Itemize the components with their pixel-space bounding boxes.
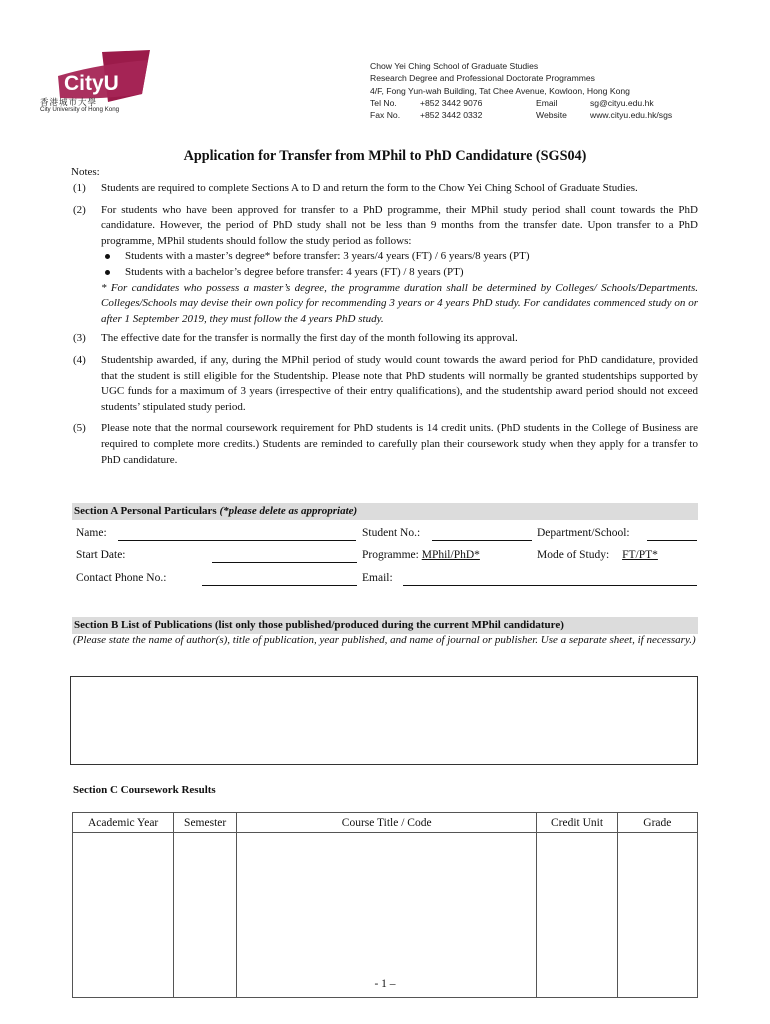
col-course-title: Course Title / Code [236, 813, 536, 833]
mode-of-study-label [537, 549, 658, 561]
col-semester: Semester [174, 813, 237, 833]
tel-email-row [370, 97, 672, 109]
section-a-note: (*please delete as appropriate) [219, 505, 358, 517]
note-number: (4) [73, 353, 86, 366]
student-no-label: Student No.: [362, 527, 421, 539]
logo-wordmark: CityU [64, 72, 119, 95]
note-text: For students who have been approved for transfer to a PhD programme, their MPhil study period shall count towards the PhD candidature. However, the period of PhD study shall not be less than 9 months from the transfer date. Upon transfer to a PhD programme, MPhil students should follow the study period as follows: [101, 203, 698, 247]
programme-label-text: Programme: [362, 549, 419, 561]
note-2-bullet-1: Students with a master’s degree* before transfer: 3 years/4 years (FT) / 6 years/8 years (PT) [103, 249, 698, 265]
section-b-heading: Section B List of Publications (list only those published/produced during the current MPhil candidature) [72, 617, 698, 634]
programme-options[interactable]: MPhil/PhD* [421, 549, 480, 561]
course-title-cell[interactable] [236, 833, 536, 998]
mode-label-text: Mode of Study: [537, 549, 610, 561]
credit-unit-cell[interactable] [537, 833, 617, 998]
note-number: (1) [73, 182, 86, 194]
note-3 [73, 331, 698, 347]
col-credit-unit: Credit Unit [537, 813, 617, 833]
note-5 [73, 421, 698, 468]
name-field[interactable] [118, 540, 356, 541]
student-no-field[interactable] [432, 540, 532, 541]
email-field[interactable] [403, 585, 697, 586]
logo-chinese-text: 香港城市大學 [40, 98, 98, 108]
semester-cell[interactable] [174, 833, 237, 998]
logo-english-text: City University of Hong Kong [40, 106, 120, 113]
start-date-field[interactable] [212, 562, 357, 563]
note-text: Studentship awarded, if any, during the MPhil period of study would count towards the award period for PhD candidature, provided that the student is still eligible for the Studentship. Please note that PhD students will normally be granted studentships supported by UGC funds for a maximum of 3 years (irrespective of their entry qualifications), and the studentship award period should not exceed students’ stipulated study period. [101, 353, 698, 413]
contact-block [370, 60, 672, 121]
note-number: (5) [73, 422, 86, 435]
email-label: Email [536, 97, 558, 108]
address-line: 4/F, Fong Yun-wah Building, Tat Chee Avenue, Kowloon, Hong Kong [370, 85, 630, 96]
note-text: Please note that the normal coursework requirement for PhD students is 14 credit units. (PhD students in the College of Business are required to complete more credits.) Students are reminded to carefully plan their coursework study when they apply for a transfer to PhD candidature. [101, 422, 698, 466]
note-2-bullet-2: Students with a bachelor’s degree before transfer: 4 years (FT) / 8 years (PT) [103, 265, 698, 281]
notes-block [73, 165, 698, 474]
email-field-label: Email: [362, 572, 393, 584]
start-date-label: Start Date: [76, 549, 126, 561]
email-value: sg@cityu.edu.hk [590, 97, 654, 108]
school-name: Chow Yei Ching School of Graduate Studies [370, 61, 539, 71]
grade-cell[interactable] [617, 833, 697, 998]
website-label: Website [536, 110, 567, 121]
note-2-footnote: * For candidates who possess a master’s degree, the programme duration shall be determined by Colleges/ Schools/Departments. Colleges/Schools may devise their own policy for recommending 3 years or 4 years PhD study. For candidates commenced study on or after 1 September 2019, they must follow the 4 years PhD study. [101, 281, 698, 325]
notes-label: Notes: [71, 166, 100, 178]
note-1 [73, 181, 698, 197]
programmes-line: Research Degree and Professional Doctorate Programmes [370, 73, 595, 84]
department-field[interactable] [647, 540, 697, 541]
programme-label [362, 549, 480, 561]
coursework-table [72, 812, 698, 998]
note-number: (3) [73, 332, 86, 345]
tel-label: Tel No. [370, 97, 397, 108]
section-a-heading [72, 503, 698, 520]
fax-label: Fax No. [370, 110, 401, 121]
col-academic-year: Academic Year [73, 813, 174, 833]
contact-phone-label: Contact Phone No.: [76, 572, 167, 584]
page-number: - 1 – [374, 978, 396, 990]
note-4 [73, 353, 698, 415]
note-text: Students are required to complete Sections A to D and return the form to the Chow Yei Ching School of Graduate Studies. [101, 182, 638, 194]
fax-value: +852 3442 0332 [420, 110, 483, 121]
section-b-instruction: (Please state the name of author(s), title of publication, year published, and name of journal or publisher. Use a separate sheet, if necessary.) [73, 634, 696, 646]
mode-options[interactable]: FT/PT* [622, 549, 658, 561]
academic-year-cell[interactable] [73, 833, 174, 998]
note-2 [73, 203, 698, 328]
table-row [73, 833, 698, 998]
tel-value: +852 3442 9076 [420, 97, 483, 108]
table-header-row [73, 813, 698, 833]
note-text: The effective date for the transfer is normally the first day of the month following its approval. [101, 332, 518, 345]
contact-phone-field[interactable] [202, 585, 357, 586]
section-a-title: Section A Personal Particulars [74, 505, 217, 517]
name-label: Name: [76, 527, 107, 539]
fax-website-row [370, 109, 672, 121]
website-value: www.cityu.edu.hk/sgs [590, 110, 673, 121]
department-label: Department/School: [537, 527, 630, 539]
col-grade: Grade [617, 813, 697, 833]
section-c-heading: Section C Coursework Results [73, 784, 216, 796]
publications-box[interactable] [70, 676, 698, 765]
form-title: Application for Transfer from MPhil to PhD Candidature (SGS04) [183, 148, 587, 164]
note-number: (2) [73, 203, 86, 216]
